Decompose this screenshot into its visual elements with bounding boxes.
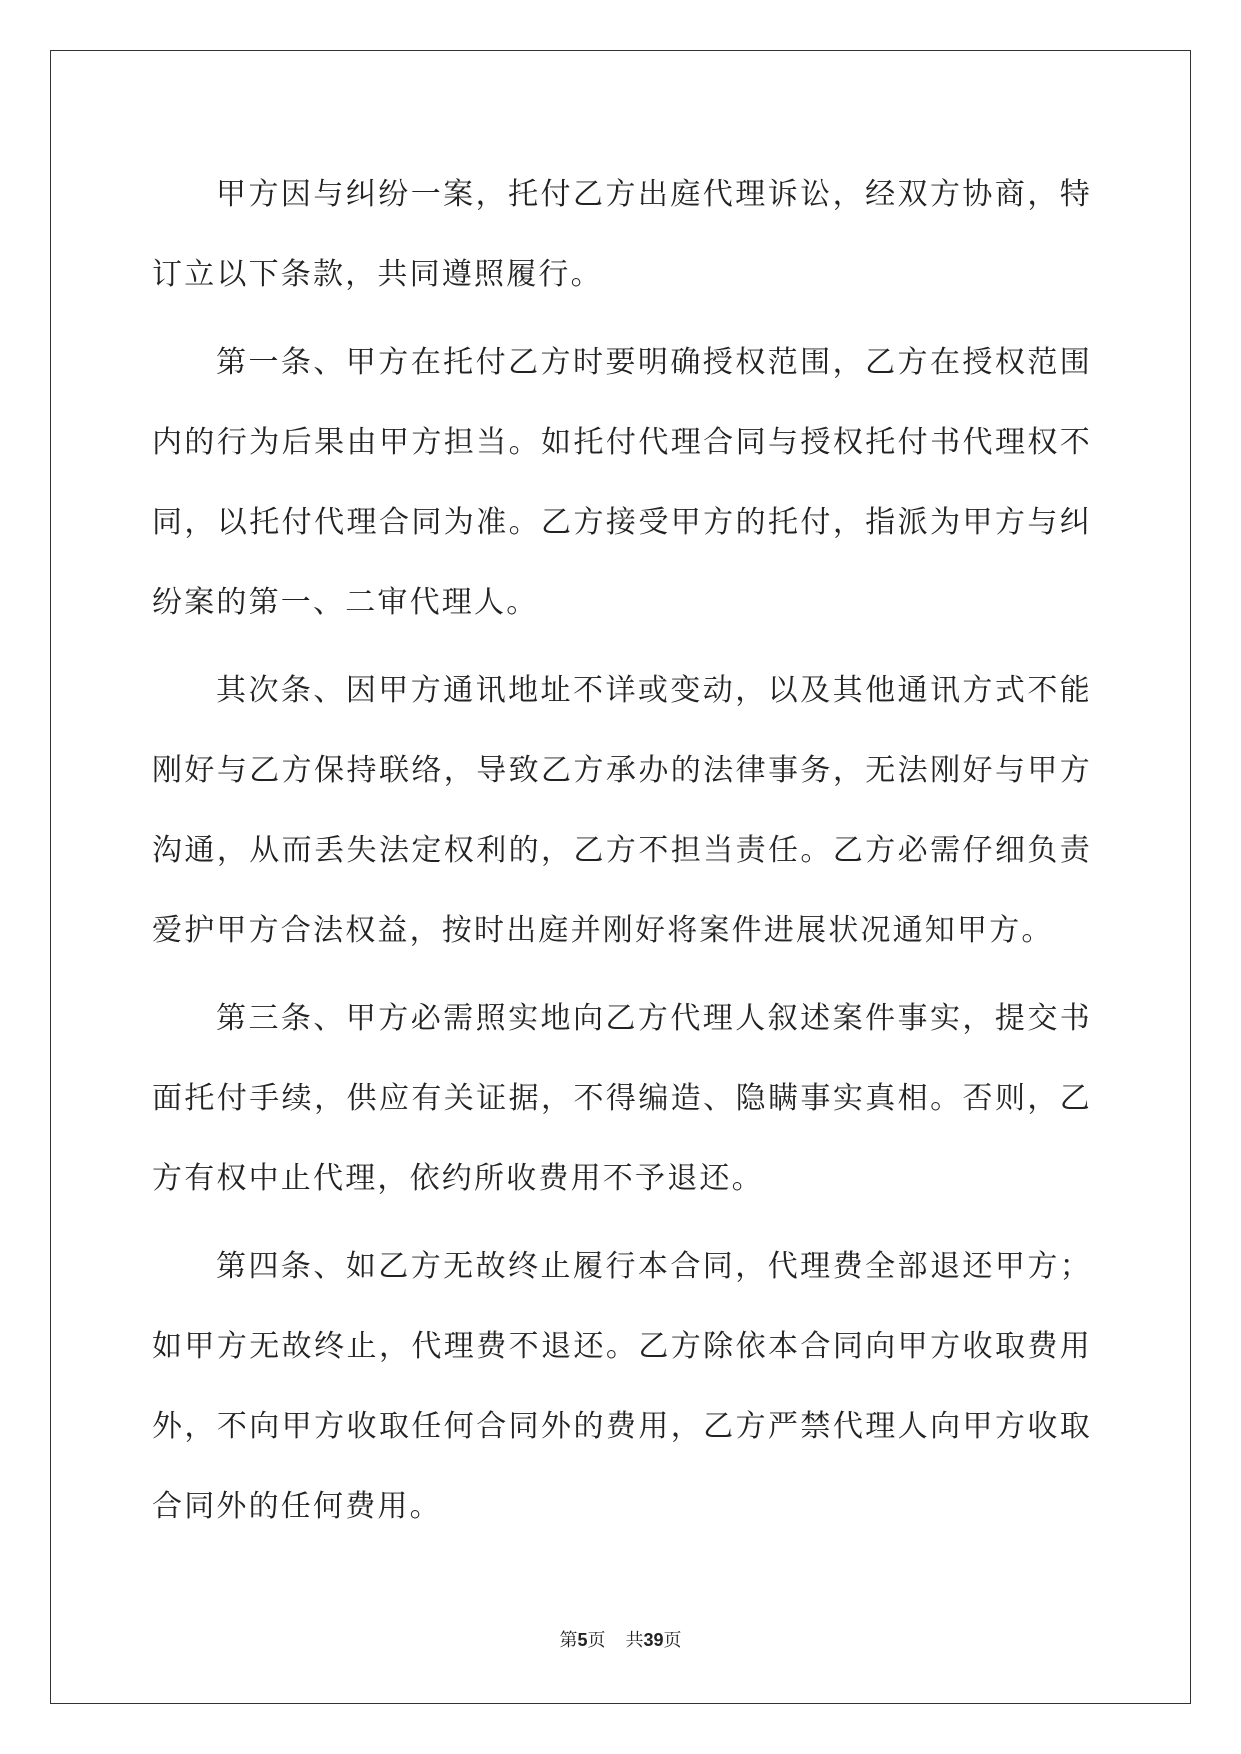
paragraph-article-1: 第一条、甲方在托付乙方时要明确授权范围，乙方在授权范围内的行为后果由甲方担当。如托付代理合同与授权托付书代理权不同，以托付代理合同为准。乙方接受甲方的托付，指派为甲方与纠纷案的第一、二审代理人。 (152, 345, 1092, 620)
total-pages: 39 (643, 1630, 664, 1650)
page-suffix: 页 (587, 1630, 606, 1651)
page-number: 5 (577, 1630, 588, 1650)
paragraph-intro: 甲方因与纠纷一案，托付乙方出庭代理诉讼，经双方协商，特订立以下条款，共同遵照履行。 (152, 177, 1092, 292)
page-footer (0, 1628, 1241, 1653)
total-suffix: 页 (663, 1630, 682, 1651)
document-body (152, 155, 1092, 1555)
page-prefix: 第 (559, 1630, 578, 1651)
paragraph-article-4: 第四条、如乙方无故终止履行本合同，代理费全部退还甲方；如甲方无故终止，代理费不退还。乙方除依本合同向甲方收取费用外，不向甲方收取任何合同外的费用，乙方严禁代理人向甲方收取合同外的任何费用。 (152, 1249, 1092, 1524)
total-prefix: 共 (625, 1630, 644, 1651)
paragraph-article-2: 其次条、因甲方通讯地址不详或变动，以及其他通讯方式不能刚好与乙方保持联络，导致乙方承办的法律事务，无法刚好与甲方沟通，从而丢失法定权利的，乙方不担当责任。乙方必需仔细负责爱护甲方合法权益，按时出庭并刚好将案件进展状况通知甲方。 (152, 673, 1092, 948)
paragraph-article-3: 第三条、甲方必需照实地向乙方代理人叙述案件事实，提交书面托付手续，供应有关证据，不得编造、隐瞒事实真相。否则，乙方有权中止代理，依约所收费用不予退还。 (152, 1001, 1092, 1196)
